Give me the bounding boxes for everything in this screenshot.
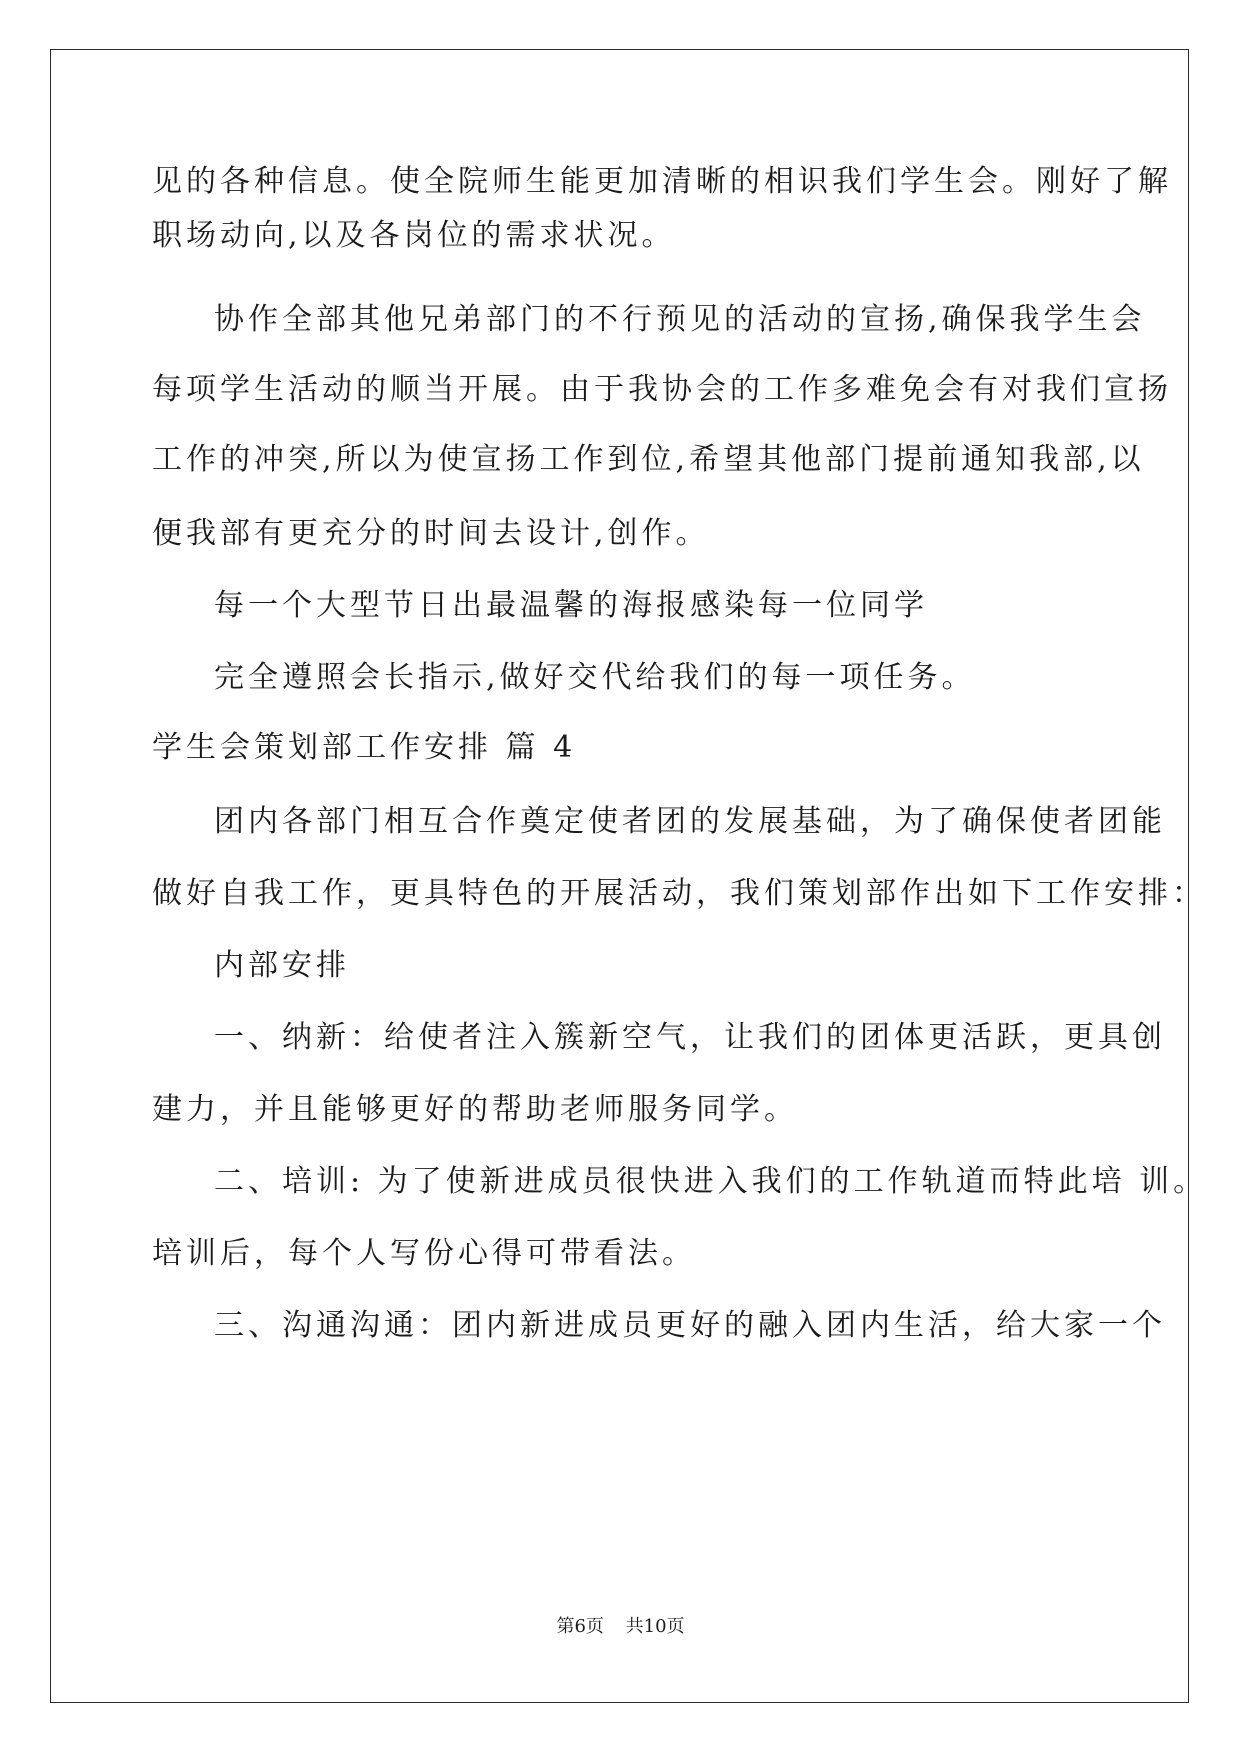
total-pages: 共10页	[625, 1616, 685, 1637]
text-line: 便我部有更充分的时间去设计,创作。	[152, 516, 710, 551]
text-line: 工作的冲突,所以为使宣扬工作到位,希望其他部门提前通知我部,以	[152, 442, 1145, 477]
paragraph-line: 二、培训: 为了使新进成员很快进入我们的工作轨道而特此培 训。	[214, 1164, 1208, 1199]
section-heading: 学生会策划部工作安排 篇 4	[152, 730, 577, 765]
text-line: 做好自我工作，更具特色的开展活动，我们策划部作出如下工作安排：	[152, 876, 1206, 911]
page-footer	[0, 1615, 1241, 1639]
paragraph-line: 一、纳新：给使者注入簇新空气，让我们的团体更活跃，更具创	[214, 1020, 1166, 1055]
page-number: 第6页	[556, 1616, 604, 1637]
subheading: 内部安排	[214, 948, 350, 983]
paragraph-line: 三、沟通沟通：团内新进成员更好的融入团内生活，给大家一个	[214, 1308, 1166, 1343]
text-line: 职场动向,以及各岗位的需求状况。	[152, 218, 676, 253]
text-line: 培训后，每个人写份心得可带看法。	[152, 1236, 696, 1271]
text-line: 见的各种信息。使全院师生能更加清晰的相识我们学生会。刚好了解	[152, 164, 1172, 199]
paragraph-line: 完全遵照会长指示,做好交代给我们的每一项任务。	[214, 660, 976, 695]
paragraph-line: 团内各部门相互合作奠定使者团的发展基础，为了确保使者团能	[214, 804, 1166, 839]
paragraph-line: 协作全部其他兄弟部门的不行预见的活动的宣扬,确保我学生会	[214, 302, 1146, 337]
paragraph-line: 每一个大型节日出最温馨的海报感染每一位同学	[214, 588, 928, 623]
text-line: 每项学生活动的顺当开展。由于我协会的工作多难免会有对我们宣扬	[152, 372, 1172, 407]
text-line: 建力，并且能够更好的帮助老师服务同学。	[152, 1092, 798, 1127]
